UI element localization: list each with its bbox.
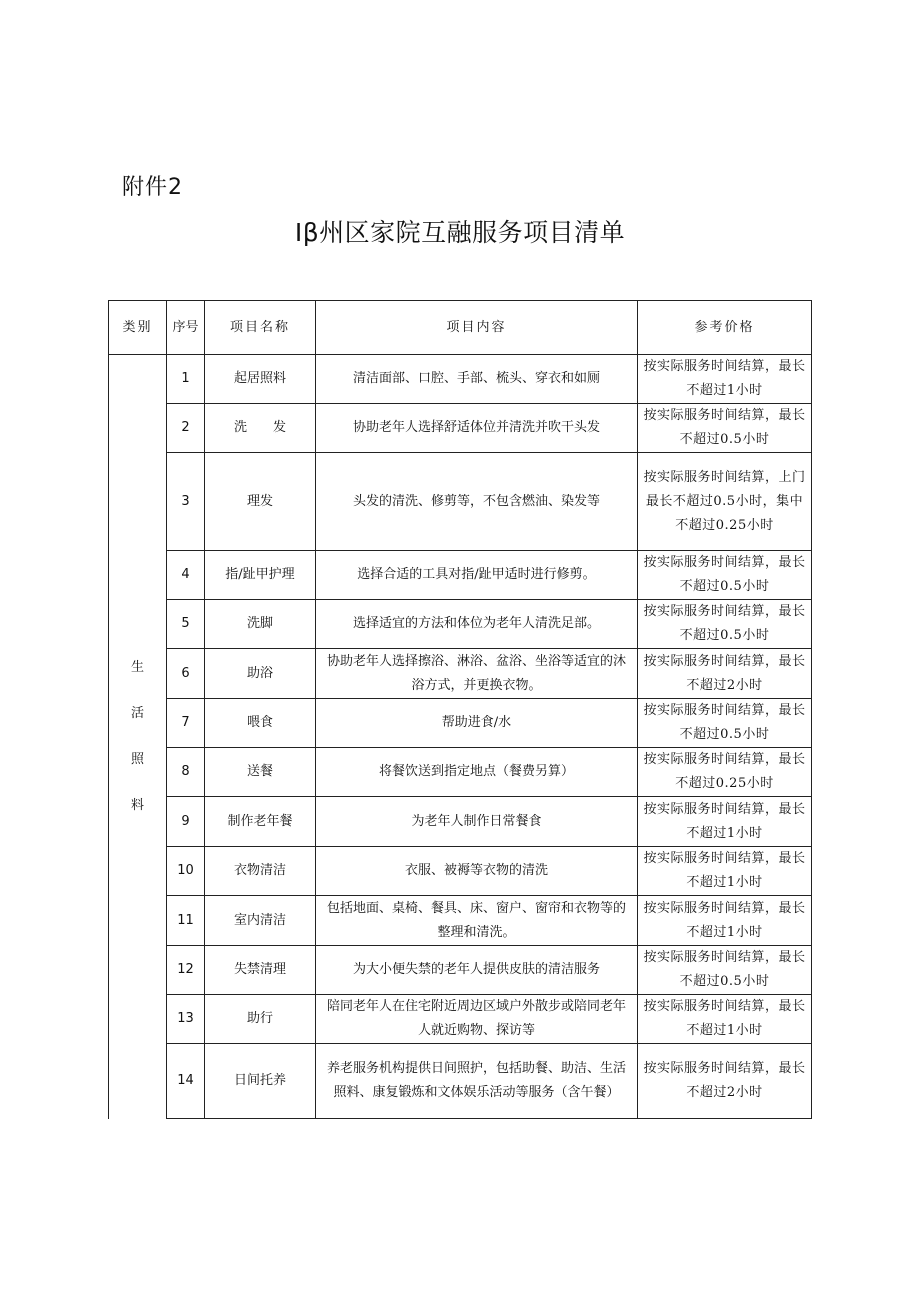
- category-cell: [109, 355, 167, 1119]
- name-cell: 送餐: [205, 748, 316, 797]
- price-cell: 按实际服务时间结算，最长不超过2小时: [638, 1044, 812, 1119]
- content-cell: 协助老年人选择舒适体位并清洗并吹干头发: [316, 404, 638, 453]
- content-cell: 清洁面部、口腔、手部、梳头、穿衣和如厕: [316, 355, 638, 404]
- table-body: [109, 355, 812, 1119]
- header-seq: 序号: [167, 301, 205, 355]
- table-row: [109, 797, 812, 847]
- price-cell: 按实际服务时间结算，最长不超过0.5小时: [638, 551, 812, 600]
- table-row: [109, 649, 812, 699]
- seq-cell: 1: [167, 355, 205, 404]
- price-cell: 按实际服务时间结算，最长不超过1小时: [638, 797, 812, 847]
- table-row: [109, 995, 812, 1044]
- price-cell: 按实际服务时间结算，上门最长不超过0.5小时，集中不超过0.25小时: [638, 453, 812, 551]
- price-cell: 按实际服务时间结算，最长不超过0.5小时: [638, 404, 812, 453]
- content-cell: 为老年人制作日常餐食: [316, 797, 638, 847]
- seq-cell: 2: [167, 404, 205, 453]
- content-cell: 包括地面、桌椅、餐具、床、窗户、窗帘和衣物等的整理和清洗。: [316, 896, 638, 946]
- content-cell: 养老服务机构提供日间照护，包括助餐、助洁、生活照料、康复锻炼和文体娱乐活动等服务（含午餐）: [316, 1044, 638, 1119]
- service-items-table: [108, 300, 812, 1119]
- category-char: 活: [130, 705, 144, 721]
- seq-cell: 5: [167, 600, 205, 649]
- seq-cell: 14: [167, 1044, 205, 1119]
- price-cell: 按实际服务时间结算，最长不超过0.5小时: [638, 699, 812, 748]
- seq-cell: 4: [167, 551, 205, 600]
- name-cell: 制作老年餐: [205, 797, 316, 847]
- seq-cell: 11: [167, 896, 205, 946]
- name-cell: 日间托养: [205, 1044, 316, 1119]
- header-category: 类别: [109, 301, 167, 355]
- content-cell: 选择合适的工具对指/趾甲适时进行修剪。: [316, 551, 638, 600]
- table-row: [109, 748, 812, 797]
- content-cell: 选择适宜的方法和体位为老年人清洗足部。: [316, 600, 638, 649]
- table-row: [109, 551, 812, 600]
- table-row: [109, 355, 812, 404]
- name-cell: 理发: [205, 453, 316, 551]
- header-price: 参考价格: [638, 301, 812, 355]
- seq-cell: 10: [167, 847, 205, 896]
- table-row: [109, 453, 812, 551]
- name-cell: 洗 发: [205, 404, 316, 453]
- name-cell: 失禁清理: [205, 946, 316, 995]
- table-row: [109, 699, 812, 748]
- price-cell: 按实际服务时间结算，最长不超过0.5小时: [638, 600, 812, 649]
- name-cell: 起居照料: [205, 355, 316, 404]
- name-cell: 室内清洁: [205, 896, 316, 946]
- content-cell: 衣服、被褥等衣物的清洗: [316, 847, 638, 896]
- seq-cell: 8: [167, 748, 205, 797]
- seq-cell: 7: [167, 699, 205, 748]
- seq-cell: 3: [167, 453, 205, 551]
- category-char: 生: [130, 659, 144, 675]
- attachment-label: 附件2: [122, 175, 183, 200]
- table-header-row: [109, 301, 812, 355]
- table-row: [109, 896, 812, 946]
- page-title: Iβ州区家院互融服务项目清单: [294, 218, 626, 247]
- price-cell: 按实际服务时间结算，最长不超过1小时: [638, 847, 812, 896]
- table-row: [109, 847, 812, 896]
- content-cell: 头发的清洗、修剪等，不包含燃油、染发等: [316, 453, 638, 551]
- content-cell: 帮助进食/水: [316, 699, 638, 748]
- name-cell: 指/趾甲护理: [205, 551, 316, 600]
- category-char: 料: [130, 797, 144, 813]
- name-cell: 助行: [205, 995, 316, 1044]
- price-cell: 按实际服务时间结算，最长不超过0.25小时: [638, 748, 812, 797]
- header-name: 项目名称: [205, 301, 316, 355]
- seq-cell: 6: [167, 649, 205, 699]
- seq-cell: 12: [167, 946, 205, 995]
- name-cell: 衣物清洁: [205, 847, 316, 896]
- seq-cell: 13: [167, 995, 205, 1044]
- content-cell: 协助老年人选择擦浴、淋浴、盆浴、坐浴等适宜的沐浴方式，并更换衣物。: [316, 649, 638, 699]
- content-cell: 将餐饮送到指定地点（餐费另算）: [316, 748, 638, 797]
- name-cell: 喂食: [205, 699, 316, 748]
- price-cell: 按实际服务时间结算，最长不超过1小时: [638, 995, 812, 1044]
- price-cell: 按实际服务时间结算，最长不超过0.5小时: [638, 946, 812, 995]
- price-cell: 按实际服务时间结算，最长不超过1小时: [638, 896, 812, 946]
- header-content: 项目内容: [316, 301, 638, 355]
- name-cell: 助浴: [205, 649, 316, 699]
- content-cell: 为大小便失禁的老年人提供皮肤的清洁服务: [316, 946, 638, 995]
- table-row: [109, 404, 812, 453]
- content-cell: 陪同老年人在住宅附近周边区域户外散步或陪同老年人就近购物、探访等: [316, 995, 638, 1044]
- table-row: [109, 1044, 812, 1119]
- price-cell: 按实际服务时间结算，最长不超过1小时: [638, 355, 812, 404]
- name-cell: 洗脚: [205, 600, 316, 649]
- price-cell: 按实际服务时间结算，最长不超过2小时: [638, 649, 812, 699]
- seq-cell: 9: [167, 797, 205, 847]
- category-char: 照: [130, 751, 144, 767]
- table-row: [109, 946, 812, 995]
- table-row: [109, 600, 812, 649]
